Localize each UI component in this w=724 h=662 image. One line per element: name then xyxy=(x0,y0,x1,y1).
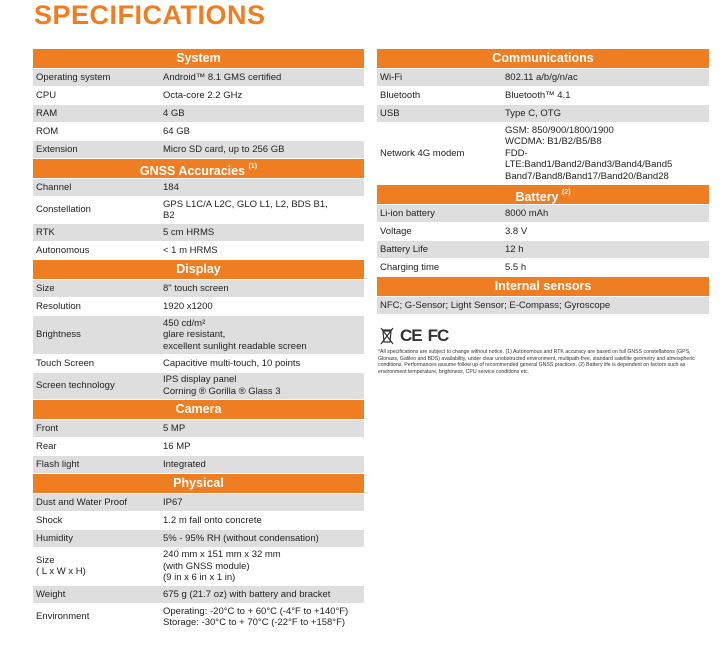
spec-label: Screen technology xyxy=(36,379,115,391)
spec-value-line: Capacitive multi-touch, 10 points xyxy=(163,357,301,369)
spec-value xyxy=(502,123,709,184)
section-header-physical xyxy=(33,474,364,493)
spec-value xyxy=(160,604,364,630)
spec-row xyxy=(377,223,709,240)
spec-value-line: Band7/Band8/Band17/Band20/Band28 xyxy=(505,170,669,182)
spec-value-line: 5 MP xyxy=(163,422,186,434)
spec-label: Wi-Fi xyxy=(380,72,403,83)
section-title: Internal sensors xyxy=(494,278,592,293)
spec-label: Flash light xyxy=(36,458,80,470)
spec-value-line: GSM: 850/900/1800/1900 xyxy=(505,124,614,136)
spec-label: RAM xyxy=(36,108,58,119)
left-spec-column xyxy=(33,49,364,631)
spec-value-line: 5 cm HRMS xyxy=(163,227,215,238)
spec-value xyxy=(160,298,364,315)
spec-value-line: Corning ® Gorilla ® Glass 3 xyxy=(163,385,281,397)
spec-value xyxy=(160,87,364,104)
section-header-display xyxy=(33,260,364,279)
section-title: Display xyxy=(176,262,221,276)
spec-value xyxy=(160,224,364,241)
spec-value-line: IP67 xyxy=(163,496,183,508)
spec-value xyxy=(160,530,364,547)
spec-value xyxy=(160,456,364,473)
spec-row xyxy=(33,548,364,586)
spec-value-line: LTE:Band1/Band2/Band3/Band4/Band5 xyxy=(505,159,673,170)
weee-bin-icon xyxy=(380,327,394,345)
spec-value-line: 1.2 m fall onto concrete xyxy=(163,514,262,526)
spec-label: Shock xyxy=(36,514,63,526)
spec-value xyxy=(160,494,364,511)
section-header-communications xyxy=(377,49,709,68)
spec-value-line: 8" touch screen xyxy=(163,283,229,294)
spec-value-line: 4 GB xyxy=(163,108,185,119)
spec-value-line: (9 in x 6 in x 1 in) xyxy=(163,572,236,583)
spec-value xyxy=(160,586,364,603)
spec-value-line: 802.11 a/b/g/n/ac xyxy=(505,72,578,83)
spec-value-line: 8000 mAh xyxy=(505,207,549,219)
spec-row xyxy=(33,197,364,223)
spec-value xyxy=(502,259,709,276)
spec-value-line: 675 g (21.7 oz) with battery and bracket xyxy=(163,589,331,600)
spec-row xyxy=(33,456,364,473)
spec-value-line: 3.8 V xyxy=(505,225,528,237)
footnote: *All specifications are subject to change without notice. (1) Autonomous and RTK accuracy are based on full GNSS constellations (GPS, Glonass, Galileo and BDS) availability, under clear unobstructed environment, multipath-free, standard satellite geometry and atmospheric conditions. Performances assume follow up of recommended general GNSS practices. (2) Battery life is dependent on factors such as environment temperature, brightness, CPU service conditions etc. xyxy=(378,349,695,375)
right-spec-column xyxy=(377,49,709,315)
spec-row xyxy=(33,69,364,86)
spec-value xyxy=(502,205,709,222)
section-header-camera xyxy=(33,400,364,419)
spec-label: Front xyxy=(36,422,59,434)
spec-row xyxy=(33,355,364,372)
spec-value-line: Integrated xyxy=(163,458,206,470)
certification-logos xyxy=(380,326,448,346)
spec-row xyxy=(33,105,364,122)
spec-label: Autonomous xyxy=(36,245,90,256)
spec-row xyxy=(377,259,709,276)
spec-label: Constellation xyxy=(36,204,91,216)
spec-row xyxy=(33,141,364,158)
spec-value xyxy=(502,241,709,258)
spec-value xyxy=(160,373,364,399)
section-title: Camera xyxy=(175,401,222,416)
spec-row xyxy=(33,87,364,104)
spec-label: Charging time xyxy=(380,261,440,273)
spec-value-line: Storage: -30°C to + 70°C (-22°F to +158°F) xyxy=(163,617,346,628)
spec-label: Weight xyxy=(36,589,66,600)
spec-value-line: 450 cd/m² xyxy=(163,317,206,329)
spec-value-line: Octa-core 2.2 GHz xyxy=(163,90,243,101)
spec-value xyxy=(502,223,709,240)
spec-value-line: FDD- xyxy=(505,147,528,159)
spec-label: CPU xyxy=(36,90,57,101)
spec-value-line: B2 xyxy=(163,210,175,221)
spec-value xyxy=(160,420,364,437)
spec-value-line: Operating: -20°C to + 60°C (-4°F to +140°F) xyxy=(163,605,349,617)
spec-value xyxy=(160,242,364,259)
spec-value-line: IPS display panel xyxy=(163,374,237,385)
spec-value-line: 240 mm x 151 mm x 32 mm xyxy=(163,549,281,560)
spec-row xyxy=(33,512,364,529)
spec-value-line: 5% - 95% RH (without condensation) xyxy=(163,532,319,544)
spec-row xyxy=(33,420,364,437)
spec-label: Size xyxy=(36,283,55,294)
spec-row xyxy=(33,373,364,399)
spec-row xyxy=(33,179,364,196)
spec-value xyxy=(160,141,364,158)
spec-row xyxy=(33,224,364,241)
section-header-gnss-accuracies xyxy=(33,159,364,178)
spec-row xyxy=(33,123,364,140)
spec-label: Li-ion battery xyxy=(380,207,435,219)
spec-value xyxy=(160,105,364,122)
spec-label: Voltage xyxy=(380,225,412,237)
spec-value xyxy=(160,280,364,297)
spec-label: Operating system xyxy=(36,72,111,83)
spec-value-line: WCDMA: B1/B2/B5/B8 xyxy=(505,136,602,147)
spec-row xyxy=(33,586,364,603)
spec-row xyxy=(33,494,364,511)
spec-label: ROM xyxy=(36,126,59,137)
spec-label: Resolution xyxy=(36,301,81,312)
section-title: System xyxy=(176,51,221,65)
section-title: Communications xyxy=(492,51,594,65)
section-header-internal-sensors xyxy=(377,277,709,296)
spec-value xyxy=(160,179,364,196)
spec-value-line: Type C, OTG xyxy=(505,108,561,119)
spec-value-line: 184 xyxy=(163,182,179,193)
spec-value xyxy=(502,69,709,86)
spec-row xyxy=(377,87,709,104)
spec-value-line: GPS L1C/A L2C, GLO L1, L2, BDS B1, xyxy=(163,198,328,210)
sensors-list: NFC; G-Sensor; Light Sensor; E-Compass; Gyroscope xyxy=(377,297,709,314)
spec-label: Dust and Water Proof xyxy=(36,496,127,508)
spec-label: Brightness xyxy=(36,329,81,340)
section-title: GNSS Accuracies xyxy=(139,164,246,179)
spec-value xyxy=(160,123,364,140)
spec-value-line: (with GNSS module) xyxy=(163,560,250,572)
spec-value xyxy=(160,316,364,354)
spec-row xyxy=(377,123,709,184)
section-header-system xyxy=(33,49,364,68)
spec-value-line: Micro SD card, up to 256 GB xyxy=(163,144,285,155)
spec-value-line: 64 GB xyxy=(163,126,190,137)
spec-label: Network 4G modem xyxy=(380,147,465,159)
spec-value xyxy=(160,69,364,86)
spec-value xyxy=(502,105,709,122)
spec-row xyxy=(33,604,364,630)
spec-row xyxy=(377,69,709,86)
spec-row xyxy=(377,205,709,222)
spec-label: Touch Screen xyxy=(36,357,95,369)
spec-row xyxy=(33,242,364,259)
spec-value xyxy=(160,512,364,529)
spec-value-line: glare resistant, xyxy=(163,329,226,340)
section-header-battery xyxy=(377,185,709,204)
spec-value-line: Bluetooth™ 4.1 xyxy=(505,90,571,101)
spec-row xyxy=(33,530,364,547)
spec-label: Environment xyxy=(36,611,90,623)
spec-label: Humidity xyxy=(36,532,73,544)
spec-value-line: 12 h xyxy=(505,243,524,255)
spec-value-line: 16 MP xyxy=(163,440,191,452)
spec-value xyxy=(160,197,364,223)
spec-label: Extension xyxy=(36,144,78,155)
spec-row xyxy=(377,105,709,122)
page-title: SPECIFICATIONS xyxy=(34,0,266,30)
section-title: Battery xyxy=(515,189,559,204)
spec-value-line: 1920 x1200 xyxy=(163,301,213,312)
spec-label: USB xyxy=(380,108,400,119)
spec-row xyxy=(377,241,709,258)
spec-value-line: 5.5 h xyxy=(505,261,527,273)
spec-value xyxy=(502,87,709,104)
spec-value-line: excellent sunlight readable screen xyxy=(163,340,307,352)
spec-value xyxy=(160,548,364,586)
fcc-mark-icon: FC xyxy=(427,326,449,345)
spec-row xyxy=(33,280,364,297)
spec-label: Bluetooth xyxy=(380,90,421,101)
footnote-marker: (1) xyxy=(248,163,258,170)
spec-label: Battery Life xyxy=(380,243,429,255)
footnote-marker: (2) xyxy=(562,188,571,196)
ce-mark-icon: CE xyxy=(400,326,422,345)
spec-row xyxy=(33,316,364,354)
spec-label: RTK xyxy=(36,227,55,238)
spec-label: Rear xyxy=(36,440,57,452)
spec-row xyxy=(33,298,364,315)
spec-value xyxy=(160,438,364,455)
spec-row xyxy=(33,438,364,455)
spec-value xyxy=(160,355,364,372)
spec-value-line: < 1 m HRMS xyxy=(163,245,218,256)
spec-label: Channel xyxy=(36,182,72,193)
spec-value-line: Android™ 8.1 GMS certified xyxy=(163,72,282,83)
section-title: Physical xyxy=(173,475,224,490)
spec-label: Size ( L x W x H) xyxy=(36,554,86,578)
